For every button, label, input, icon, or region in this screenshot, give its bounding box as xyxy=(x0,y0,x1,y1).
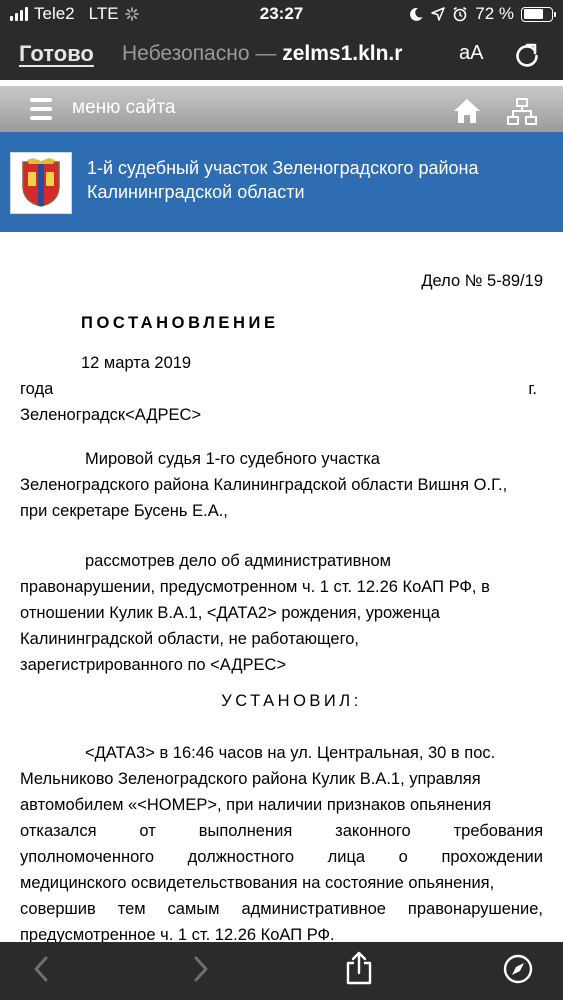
year-word: года xyxy=(20,380,54,398)
do-not-disturb-moon-icon xyxy=(408,6,424,22)
city-name: Зеленоградск<АДРЕС> xyxy=(20,406,202,424)
document-date: 12 марта 2019 xyxy=(81,354,192,372)
considered-line: правонарушении, предусмотренном ч. 1 ст. 12.26 КоАП РФ, в xyxy=(20,578,490,596)
battery-level-fill xyxy=(524,9,543,19)
web-page xyxy=(0,80,563,942)
judge-line: Зеленоградского района Калининградской области Вишня О.Г., xyxy=(20,476,508,494)
reload-icon[interactable] xyxy=(513,42,541,70)
battery-percent: 72 % xyxy=(475,4,514,23)
case-number: Дело № 5-89/19 xyxy=(421,272,543,290)
facts-line: Мельниково Зеленоградского района Кулик В.А.1, управляя xyxy=(20,770,481,788)
judge-line: при секретаре Бусень Е.А., xyxy=(20,502,228,520)
status-time: 23:27 xyxy=(259,4,304,23)
home-icon[interactable] xyxy=(453,98,481,124)
browser-toolbar xyxy=(0,942,563,1000)
considered-paragraph xyxy=(20,548,543,678)
status-bar xyxy=(0,0,563,30)
facts-line: совершив тем самым административное правонарушение, xyxy=(20,900,543,918)
court-title-line-1: 1-й судебный участок Зеленоградского района xyxy=(87,158,479,178)
not-secure-label: Небезопасно — xyxy=(122,42,277,65)
court-title-line-2: Калининградской области xyxy=(87,182,305,202)
location-arrow-icon xyxy=(431,7,445,21)
battery-icon xyxy=(521,7,553,22)
site-menu-bar xyxy=(0,86,563,132)
court-header xyxy=(0,132,563,232)
compass-icon[interactable] xyxy=(503,954,533,984)
hamburger-menu-icon[interactable] xyxy=(30,98,52,120)
city-prefix: г. xyxy=(528,380,537,398)
browser-address-bar xyxy=(0,30,563,80)
facts-line: предусмотренное ч. 1 ст. 12.26 КоАП РФ. xyxy=(20,926,335,942)
share-icon[interactable] xyxy=(344,951,374,985)
facts-line: медицинского освидетельствования на состояние опьянения, xyxy=(20,874,495,892)
place-block xyxy=(20,376,543,428)
facts-line: <ДАТА3> в 16:46 часов на ул. Центральная, 30 в пос. xyxy=(85,744,496,762)
url-host: zelms1.kln.r xyxy=(282,42,403,65)
url-field[interactable] xyxy=(122,42,444,66)
considered-line: отношении Кулик В.А.1, <ДАТА2> рождения, уроженца xyxy=(20,604,440,622)
carrier-label: Tele2 xyxy=(34,4,75,23)
year-city-row xyxy=(20,376,543,402)
facts-paragraph xyxy=(20,740,543,942)
alarm-clock-icon xyxy=(452,6,468,22)
chevron-left-icon[interactable] xyxy=(27,954,57,984)
facts-line: автомобилем «<НОМЕР>, при наличии признаков опьянения xyxy=(20,796,492,814)
established-heading: УСТАНОВИЛ: xyxy=(221,692,362,710)
sitemap-icon[interactable] xyxy=(507,98,537,126)
status-right xyxy=(408,4,553,24)
considered-line: Калининградской области, не работающего, xyxy=(20,630,359,648)
text-size-button[interactable]: aA xyxy=(459,42,484,64)
facts-line: уполномоченного должностного лица о прохождении xyxy=(20,848,543,866)
site-menu-label[interactable]: меню сайта xyxy=(72,97,176,118)
judge-line: Мировой судья 1-го судебного участка xyxy=(85,450,380,468)
considered-line: рассмотрев дело об административном xyxy=(85,552,391,570)
network-label: LTE xyxy=(88,4,119,23)
done-button[interactable]: Готово xyxy=(19,41,94,66)
judge-paragraph xyxy=(20,446,543,524)
facts-line: отказался от выполнения законного требования xyxy=(20,822,543,840)
chevron-right-icon[interactable] xyxy=(185,954,215,984)
document-body xyxy=(20,268,543,942)
considered-line: зарегистрированного по <АДРЕС> xyxy=(20,656,287,674)
document-title: ПОСТАНОВЛЕНИЕ xyxy=(81,314,279,332)
court-title xyxy=(87,156,527,204)
kaliningrad-coat-of-arms-logo xyxy=(10,152,72,214)
